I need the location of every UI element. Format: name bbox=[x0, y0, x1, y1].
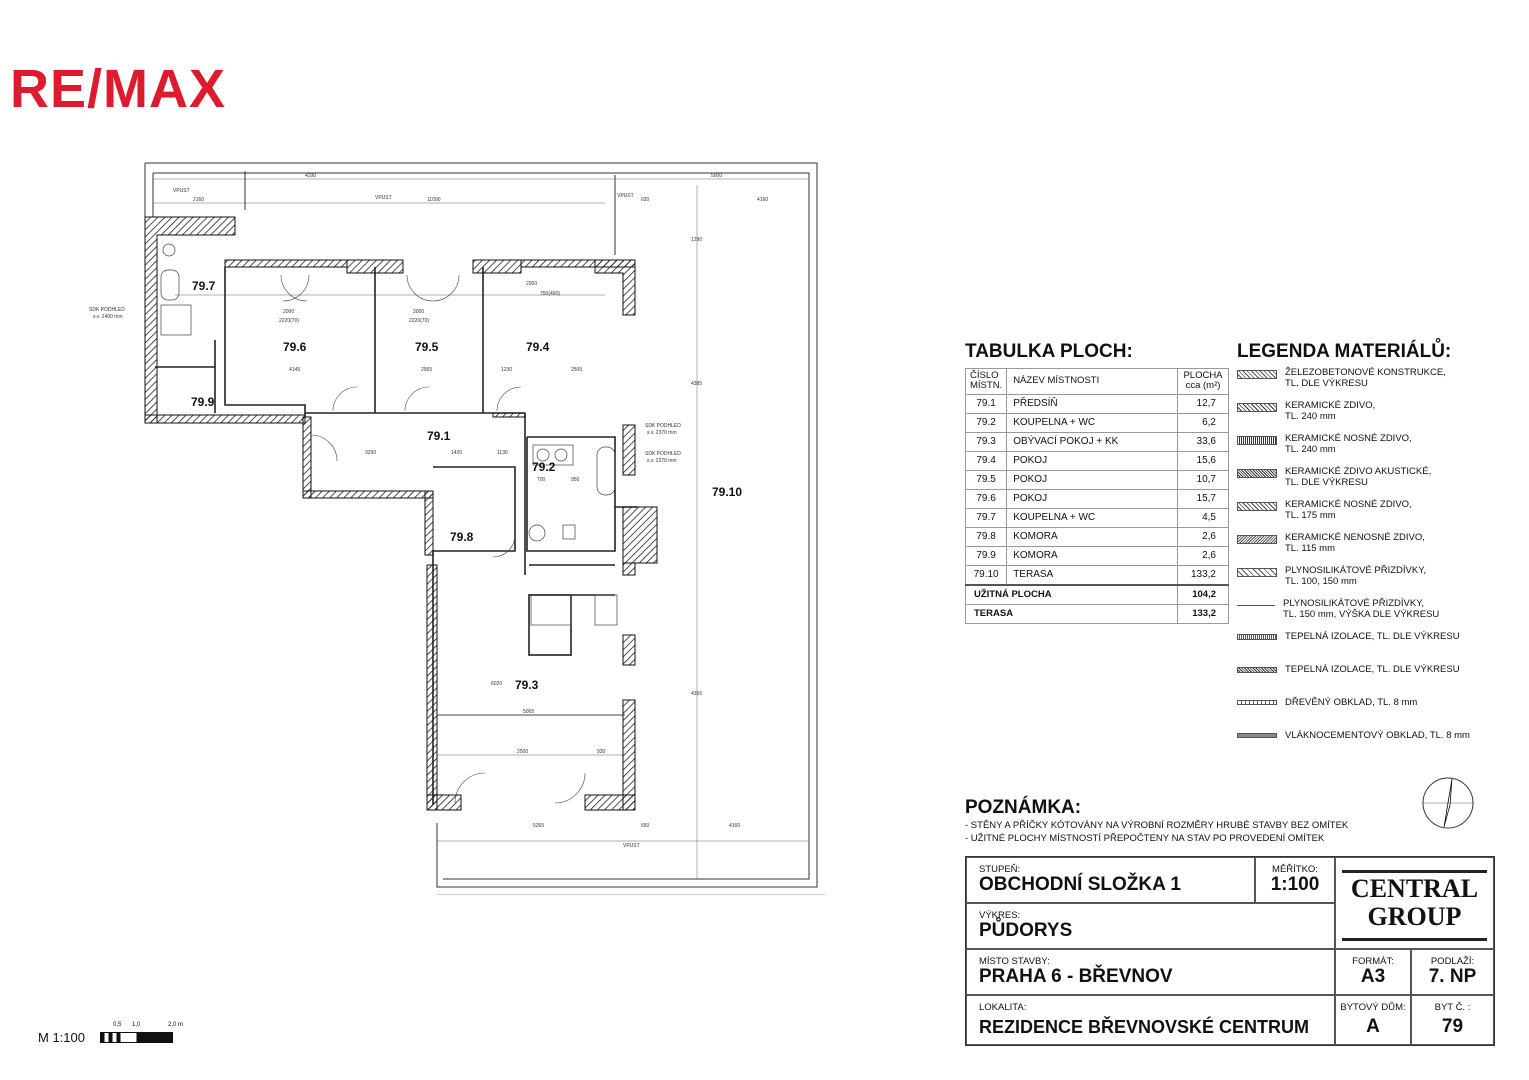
room-name: TERASA bbox=[1007, 565, 1178, 585]
legend-swatch bbox=[1237, 469, 1277, 478]
legend-swatch bbox=[1237, 733, 1277, 738]
col-header-area: PLOCHA cca (m²) bbox=[1178, 369, 1229, 395]
legend-item bbox=[1237, 698, 1417, 709]
drawing-label: VÝKRES: bbox=[979, 910, 1021, 921]
room-name: KOUPELNA + WC bbox=[1007, 413, 1178, 432]
area-table-title: TABULKA PLOCH: bbox=[965, 341, 1133, 362]
legend-title: LEGENDA MATERIÁLŮ: bbox=[1237, 341, 1452, 362]
vpust-label: VPUST bbox=[375, 195, 392, 201]
dim-text: 4145 bbox=[289, 367, 301, 373]
table-row bbox=[966, 451, 1229, 470]
dim-text: 1130 bbox=[497, 450, 508, 456]
table-row bbox=[966, 527, 1229, 546]
legend-item bbox=[1237, 533, 1425, 554]
col-header-number: ČÍSLO MÍSTN. bbox=[966, 369, 1007, 395]
room-name: PŘEDSÍŇ bbox=[1007, 394, 1178, 413]
room-area: 15,6 bbox=[1178, 451, 1229, 470]
dim-text: 2965 bbox=[421, 367, 433, 373]
exterior-walls bbox=[145, 217, 657, 810]
table-row bbox=[966, 432, 1229, 451]
legend-item bbox=[1237, 599, 1439, 620]
total-label: TERASA bbox=[966, 604, 1178, 623]
room-label: 79.5 bbox=[415, 340, 439, 354]
legend-text: KERAMICKÉ NOSNÉ ZDIVO, TL. 175 mm bbox=[1285, 499, 1412, 521]
dim-text: 6020 bbox=[491, 681, 503, 687]
area-table bbox=[965, 368, 1229, 624]
legend-swatch bbox=[1237, 403, 1277, 412]
room-area: 33,6 bbox=[1178, 432, 1229, 451]
dim-text: 3290 bbox=[365, 450, 377, 456]
legend-text: KERAMICKÉ ZDIVO, TL. 240 mm bbox=[1285, 400, 1376, 422]
dim-text: 4160 bbox=[757, 197, 769, 203]
flat-value: 79 bbox=[1441, 1016, 1464, 1037]
flat-cell bbox=[1411, 995, 1494, 1045]
site-value: PRAHA 6 - BŘEVNOV bbox=[979, 966, 1173, 987]
room-number: 79.10 bbox=[966, 565, 1007, 585]
notes bbox=[965, 820, 1348, 846]
dim-text: 2000 bbox=[283, 309, 295, 315]
room-name: OBÝVACÍ POKOJ + KK bbox=[1007, 432, 1178, 451]
legend-swatch bbox=[1237, 634, 1277, 640]
sdk-label: s.v. 2370 mm bbox=[647, 430, 677, 436]
drawing-cell bbox=[966, 903, 1335, 949]
sdk-label: s.v. 2400 mm bbox=[93, 314, 123, 320]
room-number: 79.6 bbox=[966, 489, 1007, 508]
scale-value: 1:100 bbox=[1270, 874, 1320, 895]
legend-swatch bbox=[1237, 436, 1277, 445]
table-row bbox=[966, 508, 1229, 527]
legend-item bbox=[1237, 500, 1412, 521]
floor-plan bbox=[85, 155, 825, 895]
dim-text: 1290 bbox=[691, 237, 703, 243]
legend-swatch bbox=[1237, 535, 1277, 544]
scale-label: MĚŘÍTKO: bbox=[1272, 864, 1318, 875]
vpust-label: VPUST bbox=[173, 188, 190, 194]
logo-rule-bottom bbox=[1342, 938, 1487, 941]
room-label: 79.2 bbox=[532, 460, 556, 474]
sdk-label: SDK PODHLED bbox=[89, 307, 125, 313]
table-row bbox=[966, 413, 1229, 432]
room-area: 6,2 bbox=[1178, 413, 1229, 432]
vpust-label: VPUST bbox=[617, 193, 634, 199]
north-arrow-icon bbox=[1420, 775, 1476, 831]
table-row bbox=[966, 565, 1229, 585]
dim-text: 1230 bbox=[501, 367, 513, 373]
total-row bbox=[966, 585, 1229, 605]
legend-item bbox=[1237, 566, 1426, 587]
company-logo-cell bbox=[1335, 857, 1494, 949]
legend-item bbox=[1237, 665, 1460, 676]
legend-item bbox=[1237, 401, 1375, 422]
room-name: POKOJ bbox=[1007, 470, 1178, 489]
legend-swatch bbox=[1237, 568, 1277, 577]
dim-text: 650 bbox=[641, 823, 650, 829]
dim-text: 750(490) bbox=[540, 291, 561, 297]
room-name: KOUPELNA + WC bbox=[1007, 508, 1178, 527]
room-label: 79.8 bbox=[450, 530, 474, 544]
fixtures bbox=[161, 244, 617, 625]
logo-rule-top bbox=[1342, 870, 1487, 873]
format-label: FORMÁT: bbox=[1352, 956, 1394, 967]
dim-text: 2500 bbox=[517, 749, 529, 755]
legend-text: PLYNOSILIKÁTOVÉ PŘIZDÍVKY, TL. 150 mm, VÝŠKA DLE VÝKRESU bbox=[1283, 598, 1440, 620]
room-name: KOMORA bbox=[1007, 527, 1178, 546]
dimension-lines bbox=[153, 179, 809, 879]
dim-text: 700 bbox=[537, 477, 546, 483]
house-label: BYTOVÝ DŮM: bbox=[1340, 1002, 1406, 1013]
format-cell bbox=[1335, 949, 1411, 995]
scale-bar-label: M 1:100 bbox=[38, 1030, 85, 1045]
room-number: 79.7 bbox=[966, 508, 1007, 527]
legend-text: KERAMICKÉ NENOSNÉ ZDIVO, TL. 115 mm bbox=[1285, 532, 1425, 554]
floor-label: PODLAŽÍ: bbox=[1430, 956, 1475, 967]
dim-text: 930 bbox=[597, 749, 606, 755]
title-block bbox=[965, 856, 1495, 1046]
dim-text: 4355 bbox=[691, 691, 703, 697]
legend-swatch bbox=[1237, 700, 1277, 705]
total-row bbox=[966, 604, 1229, 623]
room-area: 10,7 bbox=[1178, 470, 1229, 489]
legend-swatch bbox=[1237, 667, 1277, 673]
house-cell bbox=[1335, 995, 1411, 1045]
legend-text: VLÁKNOCEMENTOVÝ OBKLAD, TL. 8 mm bbox=[1285, 730, 1470, 741]
material-legend bbox=[1237, 368, 1517, 758]
room-number: 79.1 bbox=[966, 394, 1007, 413]
room-area: 2,6 bbox=[1178, 527, 1229, 546]
central-group-logo: CENTRAL GROUP bbox=[1350, 874, 1479, 932]
dim-text: 1420 bbox=[451, 450, 463, 456]
vpust-label: VPUST bbox=[623, 843, 640, 849]
col-header-name: NÁZEV MÍSTNOSTI bbox=[1007, 369, 1178, 395]
scale-cell bbox=[1255, 857, 1335, 903]
legend-item bbox=[1237, 467, 1431, 488]
table-row bbox=[966, 394, 1229, 413]
scale-tick: 2,0 m bbox=[168, 1022, 184, 1028]
sdk-label: SDK PODHLED bbox=[645, 451, 681, 457]
dim-text: 950 bbox=[571, 477, 580, 483]
room-label: 79.7 bbox=[192, 279, 216, 293]
table-row bbox=[966, 470, 1229, 489]
room-name: KOMORA bbox=[1007, 546, 1178, 565]
legend-text: PLYNOSILIKÁTOVÉ PŘIZDÍVKY, TL. 100, 150 mm bbox=[1285, 565, 1426, 587]
legend-item bbox=[1237, 731, 1470, 742]
dim-text: 2220(70) bbox=[409, 318, 430, 324]
site-cell bbox=[966, 949, 1335, 995]
table-row bbox=[966, 546, 1229, 565]
total-area: 133,2 bbox=[1178, 604, 1229, 623]
locality-label: LOKALITA: bbox=[979, 1002, 1027, 1013]
legend-text: TEPELNÁ IZOLACE, TL. DLE VÝKRESU bbox=[1285, 664, 1460, 675]
legend-swatch bbox=[1237, 370, 1277, 379]
partitions bbox=[155, 267, 637, 805]
dim-text: 4290 bbox=[305, 173, 317, 179]
locality-value: REZIDENCE BŘEVNOVSKÉ CENTRUM bbox=[979, 1017, 1310, 1037]
legend-text: KERAMICKÉ ZDIVO AKUSTICKÉ, TL. DLE VÝKRESU bbox=[1285, 466, 1432, 488]
room-area: 15,7 bbox=[1178, 489, 1229, 508]
dim-text: 2000 bbox=[526, 281, 538, 287]
floor-cell bbox=[1411, 949, 1494, 995]
dim-text: 2220(70) bbox=[279, 318, 300, 324]
room-area: 4,5 bbox=[1178, 508, 1229, 527]
dim-text: 5265 bbox=[533, 823, 545, 829]
flat-label: BYT Č. : bbox=[1434, 1002, 1471, 1013]
room-number: 79.8 bbox=[966, 527, 1007, 546]
notes-title: POZNÁMKA: bbox=[965, 797, 1082, 818]
room-label: 79.1 bbox=[427, 429, 451, 443]
scale-bar-graphic bbox=[100, 1032, 176, 1044]
site-label: MÍSTO STAVBY: bbox=[979, 956, 1050, 967]
stage-value: OBCHODNÍ SLOŽKA 1 bbox=[979, 874, 1181, 895]
locality-cell bbox=[966, 995, 1335, 1045]
note-line: - UŽITNÉ PLOCHY MÍSTNOSTÍ PŘEPOČTENY NA STAV PO PROVEDENÍ OMÍTEK bbox=[965, 832, 1325, 844]
room-number: 79.2 bbox=[966, 413, 1007, 432]
dim-text: 2505 bbox=[571, 367, 583, 373]
legend-swatch bbox=[1237, 605, 1275, 606]
dim-text: 5065 bbox=[523, 709, 535, 715]
stage-label: STUPEŇ: bbox=[979, 864, 1021, 875]
room-label: 79.9 bbox=[191, 395, 215, 409]
room-name: POKOJ bbox=[1007, 489, 1178, 508]
table-row bbox=[966, 489, 1229, 508]
room-area: 12,7 bbox=[1178, 394, 1229, 413]
room-label: 79.4 bbox=[526, 340, 550, 354]
sdk-label: s.v. 2370 mm bbox=[647, 458, 677, 464]
drawing-value: PŮDORYS bbox=[979, 920, 1073, 941]
legend-text: TEPELNÁ IZOLACE, TL. DLE VÝKRESU bbox=[1285, 631, 1460, 642]
legend-text: KERAMICKÉ NOSNÉ ZDIVO, TL. 240 mm bbox=[1285, 433, 1412, 455]
house-value: A bbox=[1366, 1016, 1380, 1037]
room-number: 79.4 bbox=[966, 451, 1007, 470]
room-label: 79.3 bbox=[515, 678, 539, 692]
total-label: UŽITNÁ PLOCHA bbox=[966, 585, 1178, 605]
dim-text: 4385 bbox=[691, 381, 703, 387]
legend-item bbox=[1237, 368, 1446, 389]
room-area: 2,6 bbox=[1178, 546, 1229, 565]
room-number: 79.3 bbox=[966, 432, 1007, 451]
sdk-label: SDK PODHLED bbox=[645, 423, 681, 429]
room-name: POKOJ bbox=[1007, 451, 1178, 470]
room-number: 79.9 bbox=[966, 546, 1007, 565]
dim-text: 4160 bbox=[729, 823, 741, 829]
format-value: A3 bbox=[1360, 966, 1386, 987]
remax-logo: RE/MAX bbox=[10, 59, 227, 119]
legend-text: DŘEVĚNÝ OBKLAD, TL. 8 mm bbox=[1285, 697, 1418, 708]
dim-text: 11090 bbox=[427, 197, 441, 203]
legend-item bbox=[1237, 434, 1412, 455]
note-line: - STĚNY A PŘÍČKY KÓTOVÁNY NA VÝROBNÍ ROZMĚRY HRUBÉ STAVBY BEZ OMÍTEK bbox=[965, 820, 1349, 831]
room-number: 79.5 bbox=[966, 470, 1007, 489]
total-area: 104,2 bbox=[1178, 585, 1229, 605]
room-label: 79.6 bbox=[283, 340, 307, 354]
room-label: 79.10 bbox=[712, 485, 743, 499]
legend-item bbox=[1237, 632, 1460, 643]
floor-value: 7. NP bbox=[1428, 966, 1477, 987]
dim-text: 5000 bbox=[711, 173, 723, 179]
scale-tick: 1,0 bbox=[132, 1022, 141, 1028]
dim-text: 2160 bbox=[193, 197, 205, 203]
room-area: 133,2 bbox=[1178, 565, 1229, 585]
stage-cell bbox=[966, 857, 1255, 903]
dim-text: 620 bbox=[641, 197, 650, 203]
legend-text: ŽELEZOBETONOVÉ KONSTRUKCE, TL. DLE VÝKRESU bbox=[1285, 367, 1446, 389]
legend-swatch bbox=[1237, 502, 1277, 511]
scale-tick: 0,5 bbox=[113, 1022, 122, 1028]
dim-text: 2000 bbox=[413, 309, 425, 315]
